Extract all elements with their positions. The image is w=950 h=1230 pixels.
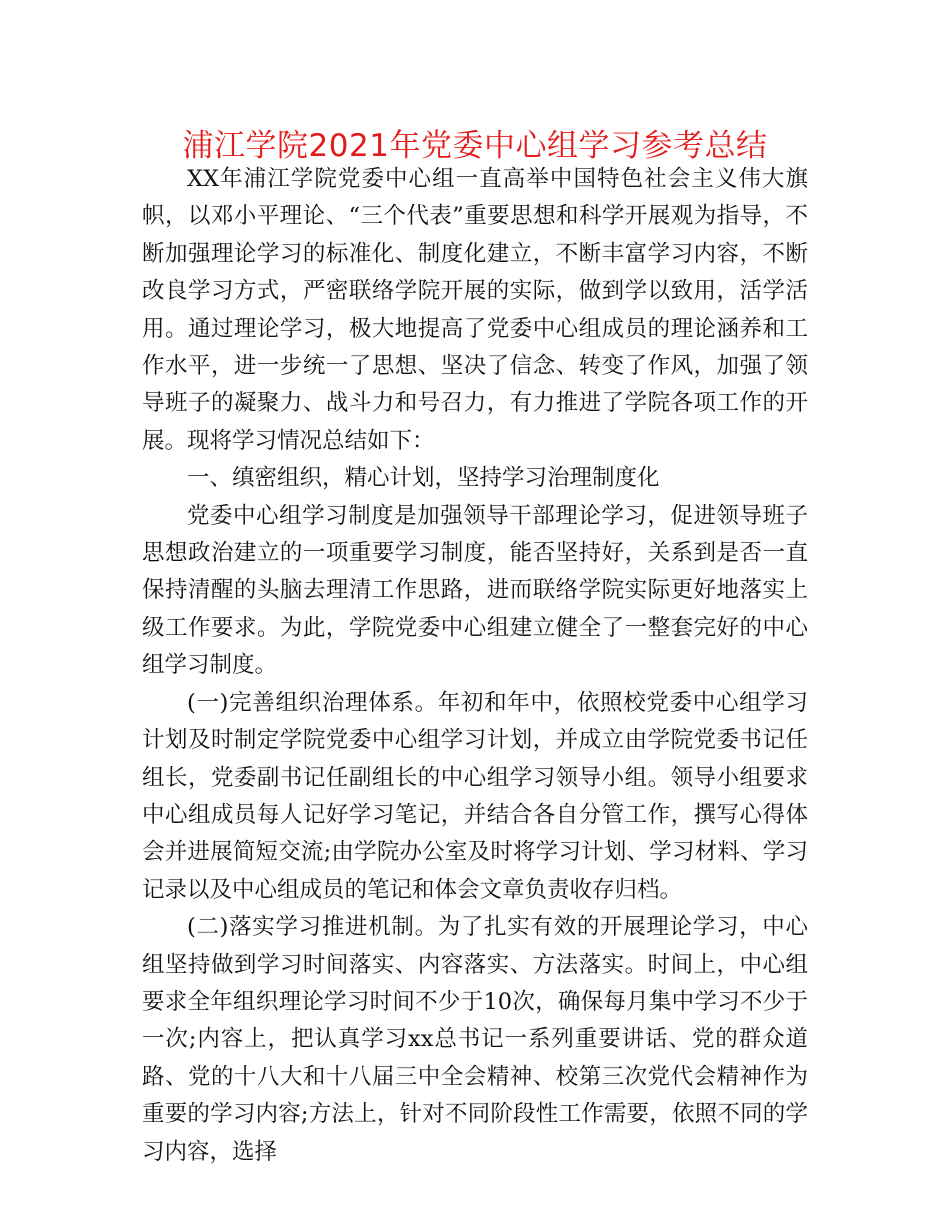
paragraph-subsection-1: (一)完善组织治理体系。年初和年中，依照校党委中心组学习计划及时制定学院党委中心组学习计划，并成立由学院党委书记任组长，党委副书记任副组长的中心组学习领导小组。领导小组要求中心组成员每人记好学习笔记，并结合各自分管工作，撰写心得体会并进展简短交流;由学院办公室及时将学习计划、学习材料、学习记录以及中心组成员的笔记和体会文章负责收存归档。 — [142, 689, 808, 903]
paragraph-intro: XX年浦江学院党委中心组一直高举中国特色社会主义伟大旗帜，以邓小平理论、“三个代表”重要思想和科学开展观为指导，不断加强理论学习的标准化、制度化建立，不断丰富学习内容，不断改良学习方式，严密联络学院开展的实际，做到学以致用，活学活用。通过理论学习，极大地提高了党委中心组成员的理论涵养和工作水平，进一步统一了思想、坚决了信念、转变了作风，加强了领导班子的凝聚力、战斗力和号召力，有力推进了学院各项工作的开展。现将学习情况总结如下： — [142, 166, 808, 454]
section-heading-1: 一、缜密组织，精心计划，坚持学习治理制度化 — [187, 465, 660, 492]
paragraph-subsection-2: (二)落实学习推进机制。为了扎实有效的开展理论学习，中心组坚持做到学习时间落实、内容落实、方法落实。时间上，中心组要求全年组织理论学习时间不少于10次，确保每月集中学习不少于一次;内容上，把认真学习xx总书记一系列重要讲话、党的群众道路、党的十八大和十八届三中全会精神、校第三次党代会精神作为重要的学习内容;方法上，针对不同阶段性工作需要，依照不同的学习内容，选择 — [142, 914, 808, 1165]
paragraph-section-1: 党委中心组学习制度是加强领导干部理论学习，促进领导班子思想政治建立的一项重要学习制度，能否坚持好，关系到是否一直保持清醒的头脑去理清工作思路，进而联络学院实际更好地落实上级工作要求。为此，学院党委中心组建立健全了一整套完好的中心组学习制度。 — [142, 502, 808, 679]
document-body — [142, 161, 808, 1171]
document-title: 浦江学院2021年党委中心组学习参考总结 — [182, 128, 768, 164]
